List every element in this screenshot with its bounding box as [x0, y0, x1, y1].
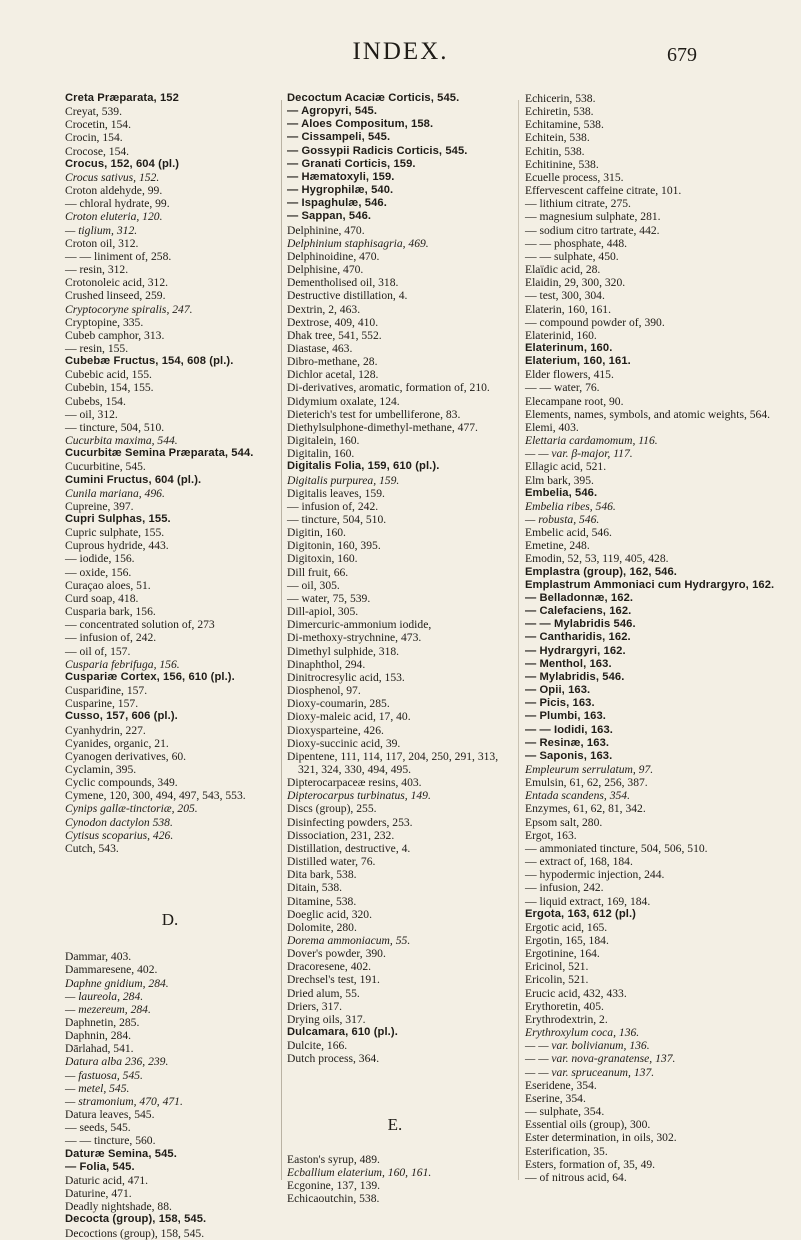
index-entry: — — tincture, 560.	[65, 1134, 156, 1148]
index-entry: Delphinoidine, 470.	[287, 249, 380, 263]
index-entry: Effervescent caffeine citrate, 101.	[525, 184, 682, 198]
index-entry: — Agropyri, 545.	[287, 105, 378, 118]
column-divider	[281, 100, 282, 1180]
index-entry: Datura alba 236, 239.	[65, 1055, 169, 1069]
index-entry: Echitinine, 538.	[525, 157, 599, 171]
index-entry: Curd soap, 418.	[65, 591, 139, 605]
index-entry: Emodin, 52, 53, 119, 405, 428.	[525, 552, 669, 566]
index-entry: Digitoxin, 160.	[287, 552, 358, 566]
index-entry: Croton eluteria, 120.	[65, 210, 163, 224]
index-entry: — magnesium sulphate, 281.	[525, 210, 661, 224]
index-entry: Creyat, 539.	[65, 105, 122, 119]
index-entry: Deadly nightshade, 88.	[65, 1200, 172, 1214]
index-entry: Elaidin, 29, 300, 320.	[525, 276, 626, 290]
index-entry: Erythoretin, 405.	[525, 999, 604, 1013]
index-entry: — sulphate, 354.	[525, 1105, 605, 1119]
index-entry: — lithium citrate, 275.	[525, 197, 631, 211]
index-entry: Echitein, 538.	[525, 131, 590, 145]
index-entry: Crotonoleic acid, 312.	[65, 276, 169, 290]
index-entry: Driers, 317.	[287, 999, 343, 1013]
index-entry: Cupreine, 397.	[65, 499, 134, 513]
index-entry: — resin, 155.	[65, 341, 129, 355]
index-entry: — extract of, 168, 184.	[525, 855, 633, 869]
index-entry: — tincture, 504, 510.	[65, 420, 165, 434]
index-entry: Elemi, 403.	[525, 420, 579, 434]
index-entry: Erucic acid, 432, 433.	[525, 986, 627, 1000]
index-entry: Echicerin, 538.	[525, 92, 596, 105]
index-entry: Cusparia febrifuga, 156.	[65, 657, 180, 671]
index-entry: — stramonium, 470, 471.	[65, 1094, 183, 1108]
index-entry: Ecgonine, 137, 139.	[287, 1179, 381, 1193]
index-entry: Dimercuric-ammonium iodide,	[287, 618, 432, 632]
index-entry: Cyanides, organic, 21.	[65, 736, 169, 750]
index-entry: Ellagic acid, 521.	[525, 460, 607, 474]
index-entry: — tincture, 504, 510.	[287, 513, 387, 526]
index-entry: — ammoniated tincture, 504, 506, 510.	[525, 841, 708, 855]
index-entry: Ecballium elaterium, 160, 161.	[287, 1165, 432, 1179]
index-entry: Dieterich's test for umbelliferone, 83.	[287, 407, 461, 421]
index-entry: Elecampane root, 90.	[525, 394, 624, 408]
index-entry: — infusion of, 242.	[287, 499, 379, 513]
index-entry: Embelia, 546.	[525, 486, 598, 499]
index-entry: Decocta (group), 158, 545.	[65, 1213, 207, 1226]
index-entry: Distillation, destructive, 4.	[287, 841, 411, 855]
index-entry: Di-derivatives, aromatic, formation of, 210.	[287, 381, 490, 395]
index-entry: Dracoresene, 402.	[287, 960, 372, 974]
index-entry: Esterification, 35.	[525, 1144, 608, 1158]
index-entry: Cubebæ Fructus, 154, 608 (pl.).	[65, 355, 234, 368]
index-entry: Diosphenol, 97.	[287, 684, 361, 698]
index-entry: Drechsel's test, 191.	[287, 973, 380, 987]
index-entry: Dementholised oil, 318.	[287, 276, 399, 290]
index-entry: Echiretin, 538.	[525, 105, 594, 119]
index-entry: — Ispaghulæ, 546.	[287, 197, 387, 210]
index-entry: Ergotinine, 164.	[525, 947, 600, 961]
index-entry: — Aloes Compositum, 158.	[287, 118, 434, 131]
index-entry: Cunila mariana, 496.	[65, 486, 165, 500]
index-entry: Decoctum Acaciæ Corticis, 545.	[287, 92, 460, 104]
index-entry: — Hygrophilæ, 540.	[287, 184, 394, 197]
index-entry: Elaïdic acid, 28.	[525, 263, 601, 277]
index-entry: — seeds, 545.	[65, 1121, 131, 1135]
index-entry: — Cantharidis, 162.	[525, 631, 631, 644]
index-entry: Cusparia bark, 156.	[65, 605, 156, 619]
index-entry: Elements, names, symbols, and atomic weights, 564.	[525, 407, 771, 421]
index-entry: — — var. nova-granatense, 137.	[525, 1052, 676, 1066]
index-entry: Digitalis leaves, 159.	[287, 486, 385, 500]
index-entry: Dārlahad, 541.	[65, 1042, 134, 1056]
index-entry: Cupri Sulphas, 155.	[65, 513, 171, 525]
index-entry: — Menthol, 163.	[525, 657, 612, 670]
index-entry: Didymium oxalate, 124.	[287, 394, 400, 408]
index-entry: Croton aldehyde, 99.	[65, 184, 163, 198]
index-entry: Emplastra (group), 162, 546.	[525, 565, 678, 578]
index-entry: Ecuelle process, 315.	[525, 170, 624, 184]
index-entry: Ditain, 538.	[287, 881, 343, 895]
index-entry: Daphnin, 284.	[65, 1029, 132, 1043]
index-entry: Epsom salt, 280.	[525, 815, 603, 829]
index-entry: Creta Præparata, 152	[65, 92, 179, 104]
index-entry: Cubebin, 154, 155.	[65, 381, 154, 395]
index-entry: Daphne gnidium, 284.	[65, 976, 169, 990]
index-entry: Datura leaves, 545.	[65, 1108, 155, 1122]
index-entry: — infusion of, 242.	[65, 631, 157, 645]
index-entry: Digitin, 160.	[287, 526, 346, 540]
index-entry: — Hydrargyri, 162.	[525, 644, 626, 657]
index-entry: Elder flowers, 415.	[525, 368, 614, 382]
index-entry: Dolomite, 280.	[287, 920, 357, 934]
index-entry: Delphinine, 470.	[287, 223, 365, 237]
index-entry: Dipterocarpus turbinatus, 149.	[287, 789, 431, 803]
index-entry: Cryptopine, 335.	[65, 315, 144, 329]
index-entry: Echitamine, 538.	[525, 118, 604, 132]
index-entry: Emetine, 248.	[525, 539, 590, 553]
index-entry: — water, 75, 539.	[287, 591, 371, 605]
index-entry: Cutch, 543.	[65, 841, 119, 855]
index-entry: — Sappan, 546.	[287, 210, 372, 223]
index-entry: — — Iodidi, 163.	[525, 723, 614, 736]
index-entry: — sodium citro tartrate, 442.	[525, 223, 660, 237]
index-entry: Dover's powder, 390.	[287, 947, 386, 961]
index-entry: Delphisine, 470.	[287, 263, 364, 277]
index-entry: Cuspariđine, 157.	[65, 684, 148, 698]
index-entry: Cucurbita maxima, 544.	[65, 434, 178, 448]
index-entry: — oxide, 156.	[65, 565, 132, 579]
index-entry: Destructive distillation, 4.	[287, 289, 408, 303]
index-entry: Essential oils (group), 300.	[525, 1118, 651, 1132]
index-entry: Dichlor acetal, 128.	[287, 368, 379, 382]
index-entry: Disinfecting powders, 253.	[287, 815, 413, 829]
index-entry: Dried alum, 55.	[287, 986, 360, 1000]
index-entry: — — phosphate, 448.	[525, 236, 628, 250]
index-entry: Dill-apiol, 305.	[287, 605, 359, 619]
index-entry: Cumini Fructus, 604 (pl.).	[65, 473, 202, 486]
index-entry: — laureola, 284.	[65, 989, 144, 1003]
index-entry: — Granati Corticis, 159.	[287, 157, 416, 170]
index-entry: Cusso, 157, 606 (pl.).	[65, 710, 178, 723]
index-entry: Drying oils, 317.	[287, 1012, 366, 1026]
index-entry: — hypodermic injection, 244.	[525, 868, 665, 882]
index-entry: — — var. bolivianum, 136.	[525, 1039, 650, 1053]
index-entry: Dutch process, 364.	[287, 1052, 380, 1066]
index-entry: — Opii, 163.	[525, 684, 591, 697]
index-entry: Cyanhydrin, 227.	[65, 723, 146, 737]
index-entry: — compound powder of, 390.	[525, 315, 665, 329]
page-number: 679	[667, 44, 697, 66]
index-entry: — — sulphate, 450.	[525, 249, 619, 263]
index-entry: Dipterocarpaceæ resins, 403.	[287, 776, 422, 790]
index-entry: Elaterinum, 160.	[525, 341, 613, 354]
index-entry: Elm bark, 395.	[525, 473, 594, 487]
index-entry: Embelic acid, 546.	[525, 526, 612, 540]
index-entry: Daphnetin, 285.	[65, 1016, 140, 1029]
section-letter: D.	[161, 910, 179, 930]
index-column-1	[65, 92, 275, 1240]
index-entry: Cyanogen derivatives, 60.	[65, 749, 187, 763]
index-entry: Dammar, 403.	[65, 950, 132, 964]
section-letter: E.	[387, 1114, 403, 1134]
index-entry: Ester determination, in oils, 302.	[525, 1131, 677, 1145]
index-entry: Emplastrum Ammoniaci cum Hydrargyro, 162.	[525, 578, 775, 591]
page-title: INDEX.	[352, 38, 449, 65]
index-entry: Digitalis purpurea, 159.	[287, 473, 400, 487]
index-entry: Dioxy-maleic acid, 17, 40.	[287, 710, 411, 724]
index-entry: Daturæ Semina, 545.	[65, 1147, 177, 1160]
index-entry: — concentrated solution of, 273	[65, 618, 215, 632]
index-entry: Dissociation, 231, 232.	[287, 828, 395, 842]
index-entry: Digitalis Folia, 159, 610 (pl.).	[287, 460, 440, 473]
index-entry: Eserine, 354.	[525, 1091, 586, 1105]
index-column-3	[525, 92, 787, 1202]
index-entry: — Hæmatoxyli, 159.	[287, 170, 395, 183]
index-entry: — Saponis, 163.	[525, 749, 613, 762]
index-entry: — — var. spruceanum, 137.	[525, 1065, 655, 1079]
index-entry: Diethylsulphone-dimethyl-methane, 477.	[287, 420, 478, 434]
index-entry: — robusta, 546.	[525, 513, 600, 526]
index-entry: Ergotic acid, 165.	[525, 920, 608, 934]
index-entry: Enzymes, 61, 62, 81, 342.	[525, 802, 646, 816]
index-entry: — infusion, 242.	[525, 881, 604, 895]
index-entry: Cubeb camphor, 313.	[65, 328, 165, 342]
index-entry: Cuspariæ Cortex, 156, 610 (pl.).	[65, 670, 235, 683]
index-entry: Dulcamara, 610 (pl.).	[287, 1026, 398, 1039]
index-entry: Dipentene, 111, 114, 117, 204, 250, 291, 313, 321, 324, 330, 494, 495.	[287, 749, 499, 776]
page-header	[0, 38, 801, 78]
index-entry: — — Mylabridis 546.	[525, 618, 636, 631]
index-entry: Echitin, 538.	[525, 144, 585, 158]
index-entry: — fastuosa, 545.	[65, 1068, 143, 1082]
index-entry: Dinitrocresylic acid, 153.	[287, 670, 405, 684]
index-entry: — test, 300, 304.	[525, 289, 605, 303]
index-entry: Croton oil, 312.	[65, 236, 139, 250]
index-entry: Daturic acid, 471.	[65, 1173, 149, 1187]
index-entry: Elaterinid, 160.	[525, 328, 597, 342]
index-entry: Dioxysparteine, 426.	[287, 723, 384, 737]
index-entry: Dhak tree, 541, 552.	[287, 328, 382, 342]
index-entry: Di-methoxy-strychnine, 473.	[287, 631, 422, 645]
index-entry: Crocose, 154.	[65, 144, 130, 158]
index-entry: Crocin, 154.	[65, 131, 123, 145]
index-entry: Dammaresene, 402.	[65, 963, 158, 977]
index-entry: — of nitrous acid, 64.	[525, 1170, 627, 1184]
index-entry: Digitalin, 160.	[287, 447, 355, 461]
index-entry: Cymene, 120, 300, 494, 497, 543, 553.	[65, 789, 246, 803]
index-entry: Easton's syrup, 489.	[287, 1152, 380, 1166]
index-entry: Cusparine, 157.	[65, 697, 139, 711]
index-entry: Digitalein, 160.	[287, 434, 360, 448]
index-entry: Crocus, 152, 604 (pl.)	[65, 157, 180, 170]
index-entry: Ergot, 163.	[525, 828, 577, 842]
index-entry: Cuprous hydride, 443.	[65, 539, 169, 553]
index-entry: — Calefaciens, 162.	[525, 605, 632, 618]
index-entry: — — water, 76.	[525, 381, 600, 395]
index-entry: — tiglium, 312.	[65, 223, 138, 237]
index-entry: — metel, 545.	[65, 1081, 130, 1095]
index-entry: Embelia ribes, 546.	[525, 499, 616, 513]
index-entry: — Plumbi, 163.	[525, 710, 606, 723]
index-entry: Curaçao aloes, 51.	[65, 578, 151, 592]
index-entry: Dulcite, 166.	[287, 1039, 348, 1053]
index-entry: Eseridene, 354.	[525, 1078, 597, 1092]
index-entry: Daturine, 471.	[65, 1187, 132, 1201]
index-entry: Cubebs, 154.	[65, 394, 126, 408]
index-entry: Cynodon dactylon 538.	[65, 815, 173, 829]
index-entry: Crocus sativus, 152.	[65, 170, 160, 184]
index-entry: — — var. β-major, 117.	[525, 447, 633, 461]
index-entry: Dorema ammoniacum, 55.	[287, 934, 411, 947]
index-entry: Dioxy-succinic acid, 39.	[287, 736, 401, 750]
index-entry: Ditamine, 538.	[287, 894, 357, 908]
index-entry: Cynips gallæ-tinctoriæ, 205.	[65, 802, 198, 816]
index-entry: Dextrin, 2, 463.	[287, 302, 361, 316]
index-entry: — oil, 312.	[65, 407, 118, 421]
index-entry: Discs (group), 255.	[287, 802, 377, 816]
index-entry: — Picis, 163.	[525, 697, 595, 710]
index-entry: — mezereum, 284.	[65, 1002, 151, 1016]
index-entry: Digitonin, 160, 395.	[287, 539, 381, 553]
index-entry: Ericolin, 521.	[525, 973, 589, 987]
index-entry: Ergota, 163, 612 (pl.)	[525, 907, 637, 920]
index-entry: Elettaria cardamomum, 116.	[525, 434, 658, 448]
index-entry: Cucurbitæ Semina Præparata, 544.	[65, 447, 254, 460]
index-entry: Elaterin, 160, 161.	[525, 302, 611, 316]
index-entry: Crocetin, 154.	[65, 118, 132, 132]
index-entry: — resin, 312.	[65, 263, 129, 277]
index-entry: — Cissampeli, 545.	[287, 131, 391, 144]
index-entry: Cryptocoryne spiralis, 247.	[65, 302, 193, 316]
index-entry: Empleurum serrulatum, 97.	[525, 762, 654, 776]
index-entry: Cytisus scoparius, 426.	[65, 828, 174, 842]
index-entry: — chloral hydrate, 99.	[65, 197, 170, 211]
index-entry: Erythroxylum coca, 136.	[525, 1026, 640, 1040]
index-entry: — Folia, 545.	[65, 1160, 135, 1173]
index-entry: Dita bark, 538.	[287, 868, 357, 882]
index-entry: Crushed linseed, 259.	[65, 289, 166, 303]
index-entry: Diastase, 463.	[287, 341, 353, 355]
index-entry: Erythrodextrin, 2.	[525, 1012, 608, 1026]
index-entry: Echicaoutchin, 538.	[287, 1192, 380, 1206]
index-entry: — iodide, 156.	[65, 552, 135, 566]
index-entry: Cyclamin, 395.	[65, 762, 137, 776]
index-entry: — oil, 305.	[287, 578, 340, 592]
index-entry: Delphinium staphisagria, 469.	[287, 236, 429, 250]
index-entry: Cupric sulphate, 155.	[65, 526, 165, 540]
index-entry: Cubebic acid, 155.	[65, 368, 152, 382]
index-entry: Doeglic acid, 320.	[287, 907, 372, 921]
column-divider	[518, 100, 519, 1180]
index-entry: Dinaphthol, 294.	[287, 657, 366, 671]
index-column-2	[287, 92, 503, 1206]
index-entry: — Mylabridis, 546.	[525, 670, 625, 683]
index-entry: Elaterium, 160, 161.	[525, 355, 631, 368]
index-entry: — liquid extract, 169, 184.	[525, 894, 651, 908]
index-entry: Dill fruit, 66.	[287, 565, 349, 579]
index-entry: — Resinæ, 163.	[525, 736, 610, 749]
index-entry: Ergotin, 165, 184.	[525, 934, 609, 947]
index-entry: Dioxy-coumarin, 285.	[287, 697, 390, 711]
index-entry: — oil of, 157.	[65, 644, 131, 658]
index-entry: Distilled water, 76.	[287, 855, 376, 869]
index-entry: Entada scandens, 354.	[525, 789, 630, 803]
index-entry: Cyclic compounds, 349.	[65, 776, 178, 790]
index-entry: Decoctions (group), 158, 545.	[65, 1226, 205, 1240]
index-entry: — Gossypii Radicis Corticis, 545.	[287, 144, 468, 157]
index-entry: Dimethyl sulphide, 318.	[287, 644, 400, 658]
index-entry: Esters, formation of, 35, 49.	[525, 1157, 656, 1171]
index-entry: Cucurbitine, 545.	[65, 460, 146, 474]
index-entry: Emulsin, 61, 62, 256, 387.	[525, 776, 648, 790]
index-entry: — — liniment of, 258.	[65, 249, 172, 263]
index-entry: Dibro-methane, 28.	[287, 355, 378, 369]
index-entry: — Belladonnæ, 162.	[525, 591, 634, 604]
index-entry: Ericinol, 521.	[525, 960, 589, 974]
index-entry: Dextrose, 409, 410.	[287, 315, 379, 329]
